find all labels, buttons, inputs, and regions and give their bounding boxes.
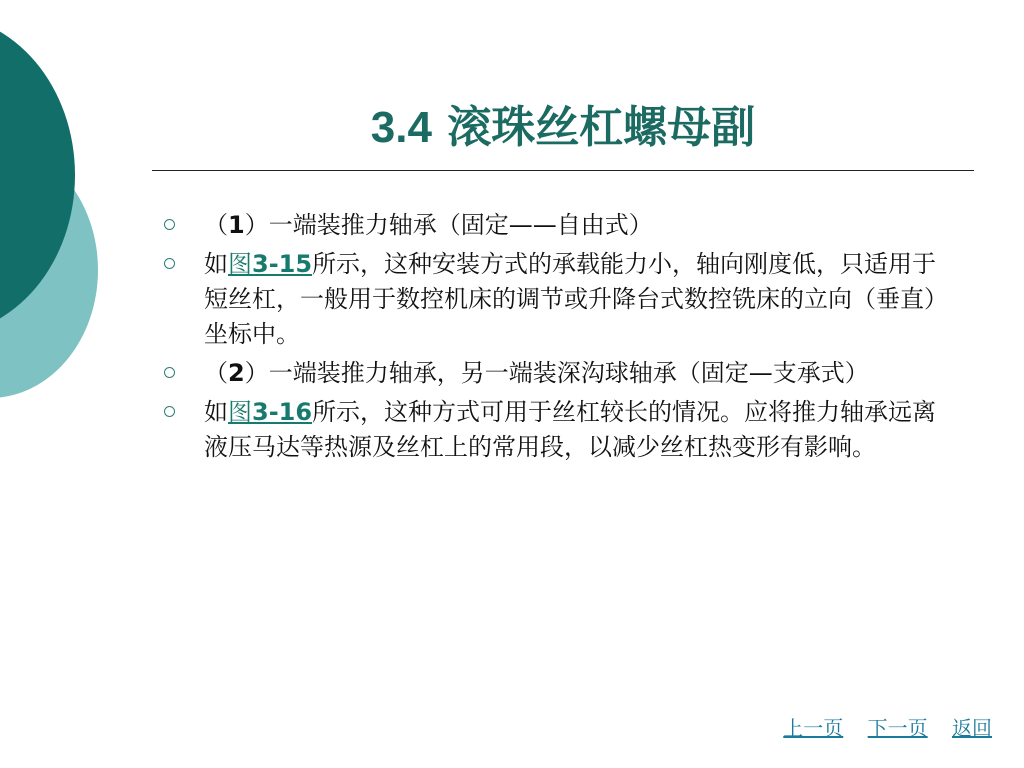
figure-link-3-16[interactable] <box>228 398 312 426</box>
bullet-text: 所示，这种方式可用于丝杠较长的情况。应将推力轴承远离液压马达等热源及丝杠上的常用段，以减少丝杠热变形有影响。 <box>204 398 937 461</box>
bullet-circle-icon <box>164 367 175 378</box>
bullet-item-4 <box>160 395 956 465</box>
back-link[interactable]: 返回 <box>952 716 992 740</box>
bullet-number: 2 <box>228 359 245 387</box>
bullet-text-pre: 如 <box>204 398 228 426</box>
bullet-circle-icon <box>164 258 175 269</box>
title-number: 3.4 <box>370 103 432 152</box>
figure-link-number[interactable]: 3-15 <box>252 250 313 278</box>
title-divider <box>152 170 974 171</box>
figure-link-number[interactable]: 3-16 <box>252 398 313 426</box>
figure-link-prefix[interactable]: 图 <box>228 250 252 278</box>
bullet-text-pre: （ <box>204 359 228 387</box>
bullet-circle-icon <box>164 406 175 417</box>
slide-title <box>150 98 976 158</box>
bullet-item-2 <box>160 247 956 352</box>
bullet-number: 1 <box>228 211 245 239</box>
figure-link-prefix[interactable]: 图 <box>228 398 252 426</box>
bullet-text-pre: 如 <box>204 250 228 278</box>
bullet-text: ）一端装推力轴承，另一端装深沟球轴承（固定—支承式） <box>244 359 869 387</box>
bullet-item-3 <box>160 356 956 391</box>
bullet-list <box>160 208 960 469</box>
figure-link-3-15[interactable] <box>228 250 312 278</box>
bullet-text: 所示，这种安装方式的承载能力小，轴向刚度低，只适用于短丝杠，一般用于数控机床的调节或升降台式数控铣床的立向（垂直）坐标中。 <box>204 250 948 348</box>
slide-navigation <box>765 714 992 742</box>
bullet-item-1 <box>160 208 956 243</box>
prev-page-link[interactable]: 上一页 <box>783 716 844 740</box>
bullet-text-pre: （ <box>204 211 228 239</box>
title-text: 滚珠丝杠螺母副 <box>447 102 756 153</box>
decorative-circles <box>0 0 140 420</box>
bullet-text: ）一端装推力轴承（固定——自由式） <box>244 211 653 239</box>
bullet-circle-icon <box>164 219 175 230</box>
next-page-link[interactable]: 下一页 <box>867 716 928 740</box>
